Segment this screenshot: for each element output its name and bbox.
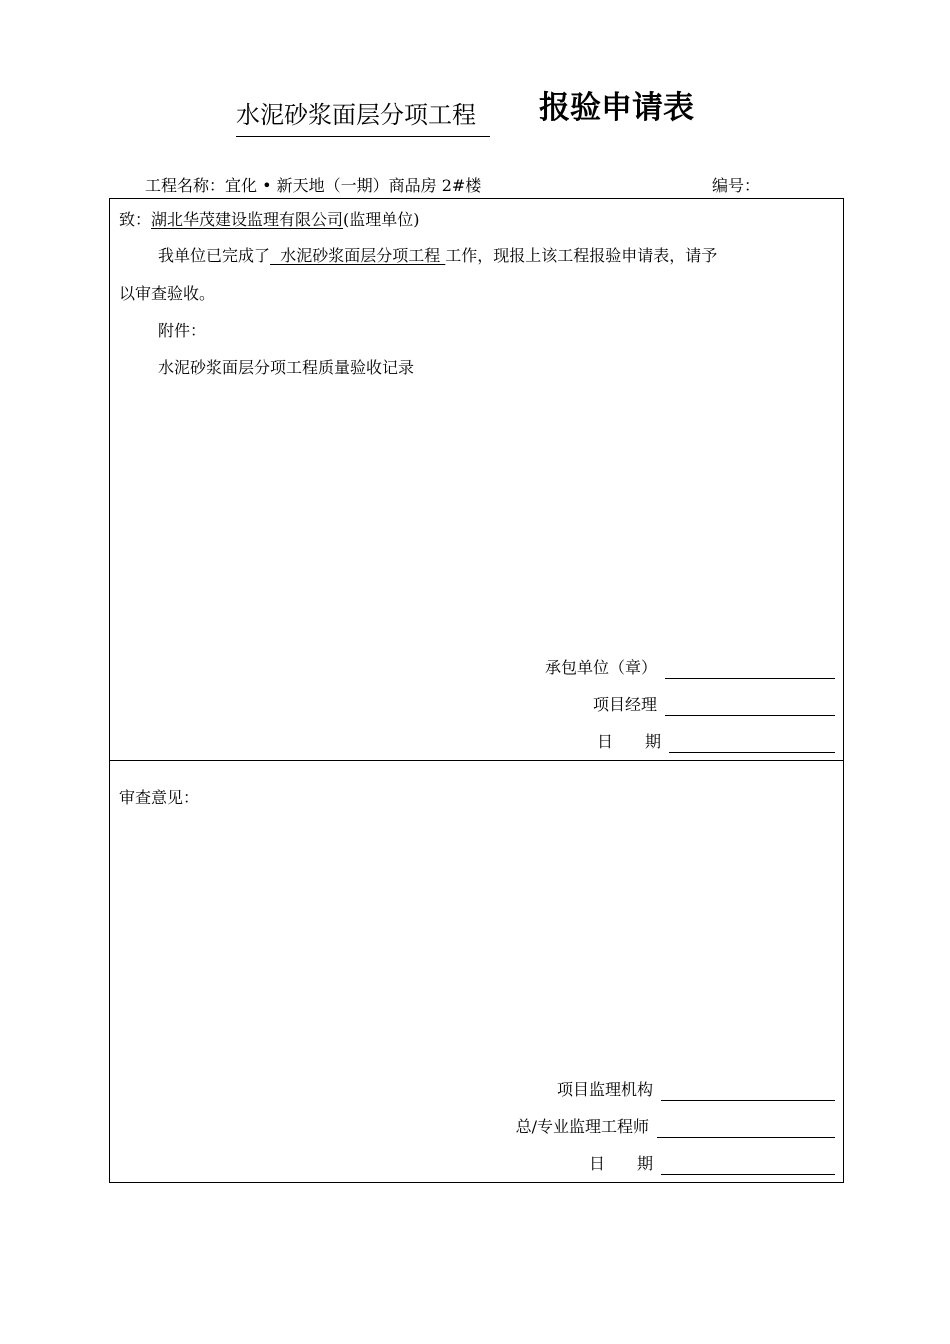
review-date-label: 日 期 [588,1154,653,1173]
application-date-label: 日 期 [596,732,661,751]
application-date-row [597,729,835,753]
supervision-org-row [557,1077,835,1101]
attachment-label: 附件： [158,321,207,340]
addressee-suffix: (监理单位) [343,210,420,229]
engineer-signature-row [516,1114,835,1138]
supervision-org-line[interactable] [661,1080,835,1101]
application-section [110,199,843,761]
addressee-line [119,209,420,231]
manager-label: 项目经理 [592,695,657,714]
title-form-name: 报验申请表 [539,90,694,126]
contractor-label: 承包单位（章） [544,658,657,677]
project-name: 工程名称：宜化 • 新天地（一期）商品房 2#楼 [145,176,482,195]
form-table [109,198,844,1183]
request-line-2: 以审查验收。 [119,284,216,303]
work-item-name: 水泥砂浆面层分项工程 [270,246,446,265]
contractor-signature-row [545,655,835,679]
review-opinion-label: 审查意见： [119,788,200,807]
supervisor-company: 湖北华茂建设监理有限公司 [151,210,344,229]
attachment-item: 水泥砂浆面层分项工程质量验收记录 [158,358,415,377]
manager-signature-row [593,692,835,716]
review-date-line[interactable] [661,1154,835,1175]
review-date-row [589,1151,835,1175]
application-date-line[interactable] [669,732,835,753]
addressee-prefix: 致： [119,210,152,229]
review-section [110,761,843,1184]
supervision-org-label: 项目监理机构 [556,1080,653,1099]
title-project-type: 水泥砂浆面层分项工程 [236,100,490,137]
manager-signature-line[interactable] [665,695,835,716]
engineer-signature-line[interactable] [657,1117,835,1138]
request-line-1 [158,245,717,267]
number-label: 编号： [712,176,761,195]
page-title [236,88,736,144]
request-suffix: 工作，现报上该工程报验申请表，请予 [445,246,718,265]
contractor-signature-line[interactable] [665,658,835,679]
request-prefix: 我单位已完成了 [158,246,271,265]
engineer-label: 总/专业监理工程师 [515,1117,649,1136]
